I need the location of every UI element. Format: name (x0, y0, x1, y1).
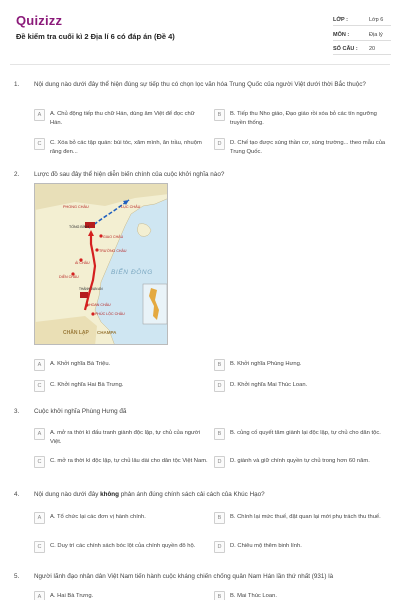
label-ai-chau: ÁI CHÂU (75, 261, 90, 265)
question-text-part: phản ánh đúng chính sách cải cách của Khúc Hạo? (119, 491, 265, 498)
option-text: B. Tiếp thu Nho giáo, Đạo giáo rồi xóa bỏ các tín ngưỡng truyền thống. (230, 111, 377, 126)
label-phong-chau: PHONG CHÂU (63, 205, 89, 209)
option-text: C. Xóa bỏ các tập quán: búi tóc, xăm mình, ăn trầu, nhuộm răng đen... (50, 140, 202, 155)
label-bien-dong: BIỂN ĐÔNG (111, 269, 153, 276)
meta-value: 20 (369, 46, 376, 52)
option-text: C. Khởi nghĩa Hai Bà Trưng. (50, 382, 124, 388)
label-giao-chau: GIAO CHÂU (103, 235, 124, 239)
option-key-box[interactable]: A (34, 591, 45, 600)
option-text: A. Tổ chức lại các đơn vị hành chính. (50, 514, 146, 520)
option-key-box[interactable]: C (34, 380, 45, 392)
option-key-box[interactable]: D (214, 456, 225, 468)
option-text: A. Khởi nghĩa Bà Triệu. (50, 361, 111, 367)
label-dien-chau: DIỄN CHÂU (59, 275, 79, 279)
page-header (0, 0, 400, 64)
historical-map (34, 183, 168, 345)
option-key-box[interactable]: D (214, 380, 225, 392)
meta-question-count (333, 43, 391, 55)
meta-label: LỚP : (333, 17, 348, 23)
question-text-part: Nội dung nào dưới đây (34, 491, 101, 498)
question-number: 5. (14, 573, 20, 580)
question-number: 1. (14, 81, 20, 88)
meta-value: Lớp 6 (369, 17, 384, 23)
option-text: B. Khởi nghĩa Phùng Hưng. (230, 361, 302, 367)
citadel-marker (80, 292, 88, 298)
option-text: C. mở ra thời kì độc lập, tự chủ lâu dài cho dân tộc Việt Nam. (50, 458, 208, 464)
quizizz-logo: Quizizz (16, 13, 63, 28)
option-key-box[interactable]: C (34, 138, 45, 150)
question-number: 2. (14, 171, 20, 178)
question-emphasis: không (100, 491, 119, 498)
meta-label: MÔN : (333, 32, 350, 38)
label-tong-binh: TỐNG BÌNH (69, 225, 89, 229)
question-number: 4. (14, 491, 20, 498)
option-key-box[interactable]: D (214, 541, 225, 553)
question-text (34, 490, 384, 499)
option-text: D. Chiêu mộ thêm binh lính. (230, 543, 302, 549)
option-key-box[interactable]: C (34, 541, 45, 553)
label-hoan-chau: HOAN CHÂU (89, 303, 111, 307)
option-key-box[interactable]: A (34, 359, 45, 371)
question-text: Người lãnh đạo nhân dân Việt Nam tiến hành cuộc kháng chiến chống quân Nam Hán lần thứ nhất (931) là (34, 573, 334, 580)
option-key-box[interactable]: B (214, 359, 225, 371)
option-text: B. củng cố quyết tâm giành lại độc lập, tự chủ cho dân tộc. (230, 430, 381, 436)
header-divider (10, 64, 390, 65)
option-text: D. Khởi nghĩa Mai Thúc Loan. (230, 382, 308, 388)
option-key-box[interactable]: B (214, 428, 225, 440)
option-text: D. Chế tạo được súng thần cơ, súng trường... theo mẫu của Trung Quốc. (230, 140, 386, 155)
meta-value: Địa lý (369, 32, 383, 38)
option-text: C. Duy trì các chính sách bóc lột của chính quyền đô hộ. (50, 543, 196, 549)
option-text: B. Mai Thúc Loan. (230, 593, 277, 599)
question-text: Nội dung nào dưới đây thể hiện đúng sự tiếp thu có chọn lọc văn hóa Trung Quốc của người Việt dưới thời Bắc thuộc? (34, 81, 366, 88)
label-phuc-loc-chau: PHÚC LỘC CHÂU (95, 312, 125, 316)
page-title: Đề kiểm tra cuối kì 2 Địa lí 6 có đáp án (Đề 4) (16, 32, 175, 41)
question-text: Lược đồ sau đây thể hiện diễn biến chính của cuộc khởi nghĩa nào? (34, 171, 225, 178)
option-key-box[interactable]: A (34, 428, 45, 440)
meta-grade (333, 14, 391, 26)
option-text: D. giành và giữ chính quyền tự chủ trong hơn 60 năm. (230, 458, 370, 464)
option-key-box[interactable]: A (34, 512, 45, 524)
option-key-box[interactable]: B (214, 512, 225, 524)
option-text: A. mở ra thời kì đấu tranh giành độc lập, tự chủ của người Việt. (50, 430, 200, 445)
option-key-box[interactable]: D (214, 138, 225, 150)
option-key-box[interactable]: C (34, 456, 45, 468)
option-text: A. Hai Bà Trưng. (50, 593, 94, 599)
label-thanh-van-an: THÀNH VẠN AN (79, 287, 103, 291)
option-text: A. Chủ động tiếp thu chữ Hán, dùng âm Việt để đọc chữ Hán. (50, 111, 195, 126)
label-champa: CHAMPA (97, 330, 117, 335)
meta-subject (333, 29, 391, 41)
label-truong-chau: TRƯỜNG CHÂU (99, 249, 127, 253)
option-key-box[interactable]: B (214, 591, 225, 600)
label-luc-chau: LỤC CHÂU (121, 205, 141, 209)
option-text: B. Chính lại mức thuế, đặt quan lại mới phụ trách thu thuế. (230, 514, 381, 520)
question-text: Cuộc khởi nghĩa Phùng Hưng đã (34, 408, 127, 415)
question-number: 3. (14, 408, 20, 415)
option-key-box[interactable]: B (214, 109, 225, 121)
meta-label: SỐ CÂU : (333, 46, 358, 52)
label-chan-lap: CHÂN LẠP (63, 330, 89, 336)
option-key-box[interactable]: A (34, 109, 45, 121)
